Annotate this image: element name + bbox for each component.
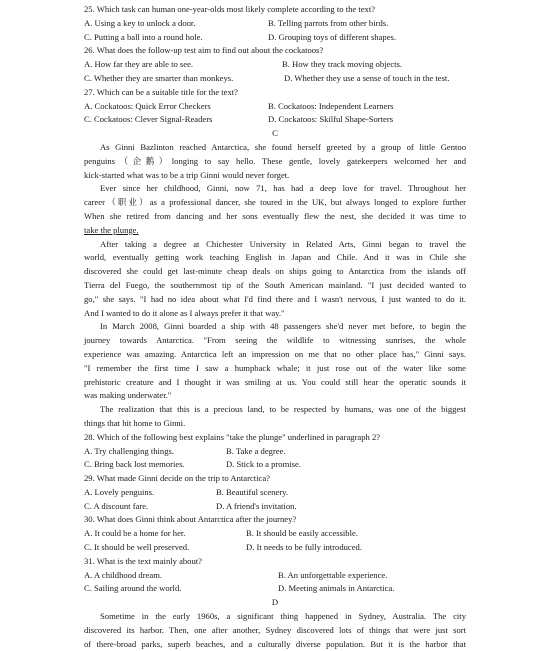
passage-line: experience was amazing. Antarctica left an impression on me that no other place has," Ginni says. bbox=[84, 348, 466, 359]
passage-line: discovered its harbor. Then, one after another, Sydney discovered lots of things that were just sort bbox=[84, 624, 466, 635]
q25-options-row-1 bbox=[84, 17, 466, 31]
q26-option-d: D. Whether they use a sense of touch in the test. bbox=[284, 72, 450, 83]
q28-options-row-2 bbox=[84, 458, 466, 472]
passage-line: When she retired from dancing and her sons eventually flew the nest, she decided it was time to bbox=[84, 210, 466, 221]
passage-line: discovered she could get last-minute cheap deals on ships going to Antarctica from the islands off bbox=[84, 266, 466, 277]
q30-option-d: D. It needs to be fully introduced. bbox=[246, 542, 362, 553]
passage-c-paragraph-4 bbox=[84, 320, 466, 403]
question-30: 30. What does Ginni think about Antarctica after the journey? bbox=[84, 514, 297, 525]
q29-option-a: A. Lovely penguins. bbox=[84, 486, 155, 497]
q29-option-d: D. A friend's invitation. bbox=[216, 500, 297, 511]
passage-line: Tierra del Fuego, the southernmost tip of the South American mainland. "I just decided wanted to bbox=[84, 279, 466, 290]
passage-line: After taking a degree at Chichester University in Related Arts, Ginni began to travel the bbox=[100, 238, 466, 249]
q31-option-b: B. An unforgettable experience. bbox=[278, 569, 388, 580]
passage-c-paragraph-5 bbox=[84, 403, 466, 431]
q29-options-row-2 bbox=[84, 500, 466, 514]
q28-option-d: D. Stick to a promise. bbox=[226, 459, 301, 470]
q26-options-row-1 bbox=[84, 58, 466, 72]
passage-line: world, eventually getting work teaching English in Japan and Chile. And it was in Chile she bbox=[84, 252, 466, 263]
q26-options-row-2 bbox=[84, 72, 466, 86]
q30-options-row-2 bbox=[84, 541, 466, 555]
question-27: 27. Which can be a suitable title for the text? bbox=[84, 86, 238, 97]
passage-line: journey towards Antarctica. "From seeing the wildlife to witnessing sunrises, the whole bbox=[84, 335, 466, 346]
q27-options-row-1 bbox=[84, 100, 466, 114]
passage-line: prehistoric creature and I thought it was smiling at us. You could still hear the operatic sounds it bbox=[84, 376, 466, 387]
section-d-heading: D bbox=[271, 597, 279, 608]
q27-option-d: D. Cockatoos: Skilful Shape-Sorters bbox=[268, 114, 394, 125]
passage-c-paragraph-1 bbox=[84, 141, 466, 182]
q29-option-b: B. Beautiful scenery. bbox=[216, 486, 288, 497]
passage-line: Sometime in the early 1960s, a significant thing happened in Sydney, Australia. The city bbox=[100, 611, 466, 622]
q31-option-a: A. A childhood dream. bbox=[84, 569, 163, 580]
passage-line: The realization that this is a precious land, to be respected by humans, was one of the biggest bbox=[100, 404, 466, 415]
q31-options-row-1 bbox=[84, 569, 466, 583]
q26-option-b: B. How they track moving objects. bbox=[282, 59, 403, 70]
q27-option-c: C. Cockatoos: Clever Signal-Readers bbox=[84, 114, 213, 125]
q30-option-c: C. It should be well preserved. bbox=[84, 542, 190, 553]
passage-c-paragraph-3 bbox=[84, 238, 466, 321]
passage-line: Ever since her childhood, Ginni, now 71, has had a deep love for travel. Throughout her bbox=[100, 183, 466, 194]
passage-line: In March 2008, Ginni boarded a ship with 48 passengers she'd never met before, to begin the bbox=[100, 321, 466, 332]
q30-option-a: A. It could be a home for her. bbox=[84, 528, 186, 539]
passage-line: go," she says. "I had no idea about what I'd find there and I wasn't nervous, I just wanted to do it. bbox=[84, 293, 466, 304]
q27-options-row-2 bbox=[84, 113, 466, 127]
q25-option-a: A. Using a key to unlock a door. bbox=[84, 17, 196, 28]
q29-options-row-1 bbox=[84, 486, 466, 500]
question-26: 26. What does the follow-up test aim to find out about the cockatoos? bbox=[84, 45, 324, 56]
question-28: 28. Which of the following best explains "take the plunge" underlined in paragraph 2? bbox=[84, 431, 381, 442]
passage-line: career（职业）as a professional dancer, she toured in the UK, but always longed to explore further bbox=[84, 197, 466, 208]
passage-line: of there-broad parks, superb beaches, and a culturally diverse population. But it is the harbor that bbox=[84, 638, 466, 649]
passage-line: "I remember the first time I saw a humpback whale; it just rose out of the water like some bbox=[84, 362, 466, 373]
q28-option-b: B. Take a degree. bbox=[226, 445, 286, 456]
q31-option-c: C. Sailing around the world. bbox=[84, 583, 182, 594]
question-25: 25. Which task can human one-year-olds most likely complete according to the text? bbox=[84, 4, 376, 14]
q28-options-row-1 bbox=[84, 445, 466, 459]
passage-line: As Ginni Bazlinton reached Antarctica, she found herself greeted by a group of little Gentoo bbox=[100, 141, 466, 152]
passage-line: penguins（企鹅）longing to say hello. These gentle, lovely gatekeepers welcomed her and bbox=[84, 155, 466, 166]
q30-option-b: B. It should be easily accessible. bbox=[246, 528, 358, 539]
q28-option-a: A. Try challenging things. bbox=[84, 445, 174, 456]
q27-option-a: A. Cockatoos: Quick Error Checkers bbox=[84, 100, 211, 111]
q25-option-c: C. Putting a ball into a round hole. bbox=[84, 31, 203, 42]
q25-option-b: B. Telling parrots from other birds. bbox=[268, 17, 389, 28]
passage-line: things that hit home to Ginni. bbox=[84, 417, 186, 428]
q25-options-row-2 bbox=[84, 31, 466, 45]
q29-option-c: C. A discount fare. bbox=[84, 500, 149, 511]
q31-options-row-2 bbox=[84, 582, 466, 596]
question-31: 31. What is the text mainly about? bbox=[84, 555, 202, 566]
q31-option-d: D. Meeting animals in Antarctica. bbox=[278, 583, 395, 594]
q30-options-row-1 bbox=[84, 527, 466, 541]
q25-option-d: D. Grouping toys of different shapes. bbox=[268, 31, 397, 42]
passage-line: kick-started what was to be a trip Ginni would never forget. bbox=[84, 169, 290, 180]
q27-option-b: B. Cockatoos: Independent Learners bbox=[268, 100, 394, 111]
passage-line: And I wanted to do it alone as I always prefer it that way." bbox=[84, 307, 285, 318]
passage-line: was making underwater." bbox=[84, 390, 172, 401]
q26-option-a: A. How far they are able to see. bbox=[84, 59, 194, 70]
q28-option-c: C. Bring back lost memories. bbox=[84, 459, 185, 470]
passage-d-paragraph-1 bbox=[84, 610, 466, 651]
question-29: 29. What made Ginni decide on the trip to Antarctica? bbox=[84, 473, 270, 484]
section-c-heading: C bbox=[272, 128, 278, 139]
passage-c-paragraph-2 bbox=[84, 182, 466, 237]
q26-option-c: C. Whether they are smarter than monkeys. bbox=[84, 72, 234, 83]
underlined-phrase: take the plunge. bbox=[84, 224, 139, 235]
